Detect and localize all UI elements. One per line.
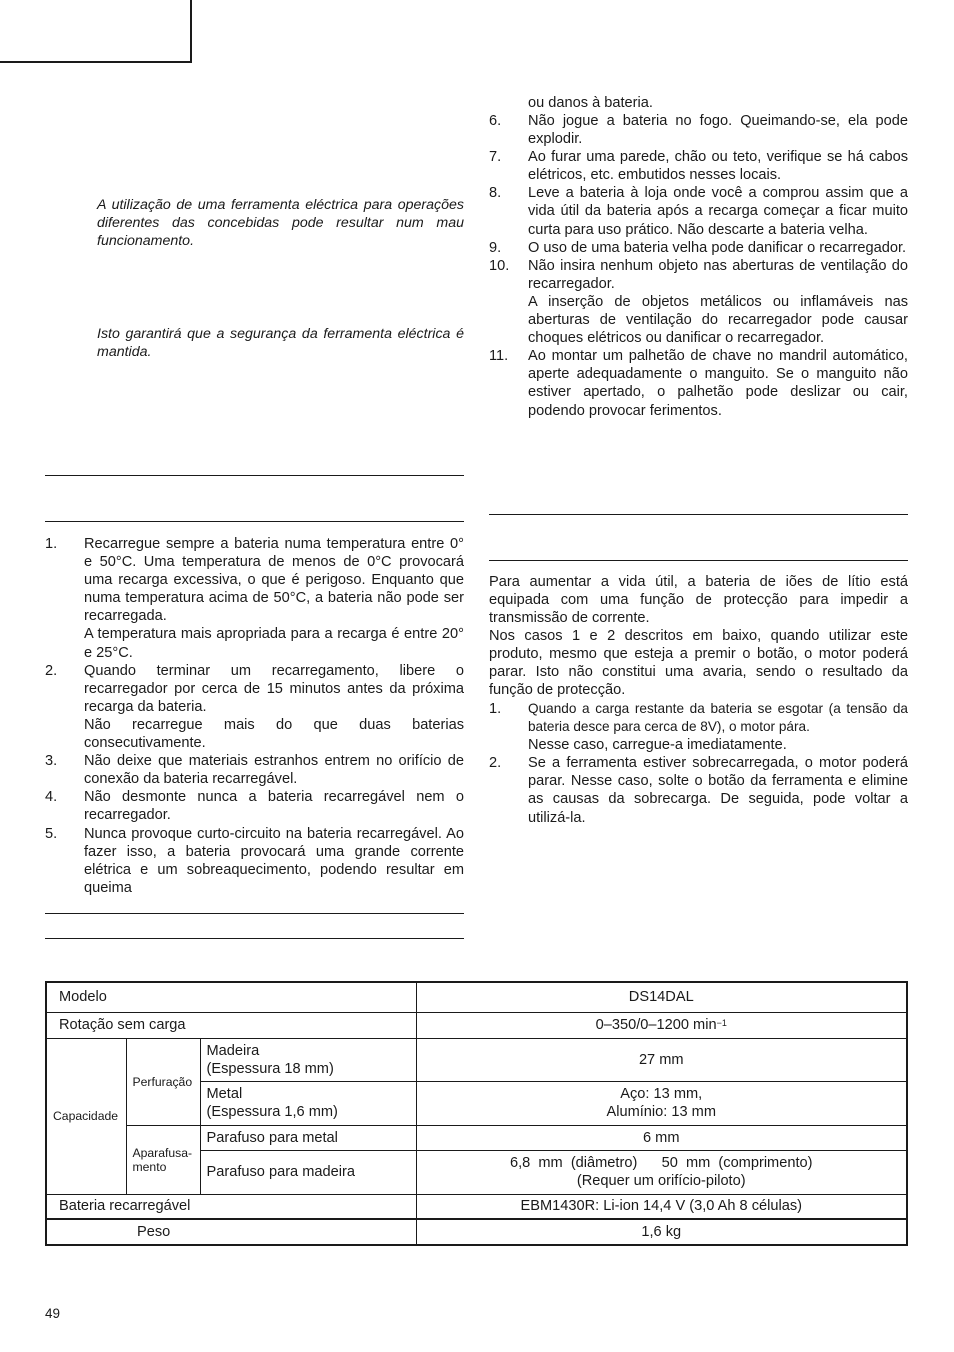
list-text: Se a ferramenta estiver sobrecarregada, o motor poderá parar. Nesse caso, solte o botão da ferramenta e elimine as causas da sobrecarga. De seguida, pode voltar a utilizá-la. bbox=[528, 755, 908, 826]
list-text: Leve a bateria à loja onde você a comprou assim que a vida útil da bateria após a recarga começar a ficar muito curta para uso prático. Não descarte a bateria velha. bbox=[528, 185, 908, 238]
list-number: 8. bbox=[489, 185, 502, 202]
spec-label: Rotação sem carga bbox=[46, 1012, 416, 1038]
spec-value: Aço: 13 mm, Alumínio: 13 mm bbox=[416, 1081, 907, 1125]
list-item bbox=[45, 788, 464, 824]
list-text: Nesse caso, carregue-a imediatamente. bbox=[528, 737, 787, 754]
spec-value: 1,6 kg bbox=[416, 1219, 907, 1245]
table-row bbox=[46, 1125, 907, 1150]
section-rule bbox=[45, 938, 464, 939]
section-rule bbox=[45, 913, 464, 914]
spec-value: 6,8 mm (diâmetro) 50 mm (comprimento) (Requer um orifício-piloto) bbox=[416, 1150, 907, 1194]
list-item bbox=[45, 662, 464, 752]
capacity-label: Capacidade bbox=[46, 1038, 126, 1194]
spec-value: DS14DAL bbox=[416, 982, 907, 1012]
list-number: 1. bbox=[45, 536, 58, 552]
spec-value: EBM1430R: Li-ion 14,4 V (3,0 Ah 8 células) bbox=[416, 1194, 907, 1219]
page-tab-frame bbox=[0, 0, 192, 63]
spec-label: Metal (Espessura 1,6 mm) bbox=[200, 1081, 416, 1125]
list-number: 4. bbox=[45, 789, 58, 806]
list-text: Recarregue sempre a bateria numa temperatura entre 0° e 50°C. Uma temperatura de menos de 0°C provocará uma recarga excessiva, o que é perigoso. Enquanto que numa temperatura acima de 50°C, a bateria não pode ser recarregada. bbox=[84, 536, 464, 625]
protection-intro-2: Nos casos 1 e 2 descritos em baixo, quando utilizar este produto, mesmo que esteja a premir o botão, o motor poderá parar. Isto não constitui uma avaria, sendo o resultado da função de protecção. bbox=[489, 628, 908, 699]
list-text: A inserção de objetos metálicos ou inflamáveis nas aberturas de ventilação do recarregador pode causar choques elétricos ou danificar o recarregador. bbox=[528, 293, 908, 347]
list-text: Ao montar um palhetão de chave no mandril automático, aperte adequadamente o manguito. Se o manguito não estiver apertado, o palhetão pode deslizar ou cair, podendo provocar ferimentos. bbox=[528, 348, 908, 419]
list-item bbox=[45, 825, 464, 897]
list-item bbox=[489, 700, 908, 754]
note-misuse: A utilização de uma ferramenta eléctrica para operações diferentes das concebidas pode resultar num mau funcionamento. bbox=[97, 197, 464, 250]
list-item bbox=[489, 148, 908, 184]
table-row bbox=[46, 1194, 907, 1219]
protection-cases-list bbox=[489, 700, 908, 827]
spec-value: 27 mm bbox=[416, 1038, 907, 1081]
list-number: 2. bbox=[45, 662, 58, 679]
drilling-label: Perfuração bbox=[126, 1038, 200, 1125]
list-text: Não deixe que materiais estranhos entrem no orifício de conexão da bateria recarregável. bbox=[84, 753, 464, 788]
specifications-table bbox=[45, 981, 908, 1246]
list-item bbox=[489, 239, 908, 257]
spec-label: Parafuso para madeira bbox=[200, 1150, 416, 1194]
spec-label: Peso bbox=[46, 1219, 416, 1245]
protection-intro: Para aumentar a vida útil, a bateria de iões de lítio está equipada com uma função de protecção para impedir a transmissão de corrente. bbox=[489, 574, 908, 627]
list-item bbox=[489, 347, 908, 419]
spec-value: 6 mm bbox=[416, 1125, 907, 1150]
list-continuation: ou danos à bateria. bbox=[528, 95, 653, 111]
spec-label: Bateria recarregável bbox=[46, 1194, 416, 1219]
list-text: Não desmonte nunca a bateria recarregável nem o recarregador. bbox=[84, 789, 464, 824]
list-text: Nunca provoque curto-circuito na bateria recarregável. Ao fazer isso, a bateria provocará uma grande corrente elétrica e um sobreaquecimento, podendo resultar em queima bbox=[84, 825, 464, 896]
list-text: O uso de uma bateria velha pode danificar o recarregador. bbox=[528, 239, 907, 256]
list-text: A temperatura mais apropriada para a recarga é entre 20° e 25°C. bbox=[84, 626, 464, 661]
battery-precautions-list-cont bbox=[489, 112, 908, 420]
list-item bbox=[45, 752, 464, 788]
list-number: 2. bbox=[489, 755, 502, 772]
table-row bbox=[46, 1038, 907, 1081]
section-rule bbox=[489, 514, 908, 515]
table-row bbox=[46, 982, 907, 1012]
list-number: 9. bbox=[489, 239, 502, 256]
table-row bbox=[46, 1219, 907, 1245]
list-number: 1. bbox=[489, 701, 502, 717]
list-text: Não jogue a bateria no fogo. Queimando-se, ela pode explodir. bbox=[528, 113, 908, 148]
list-number: 10. bbox=[489, 257, 510, 274]
note-safety: Isto garantirá que a segurança da ferramenta eléctrica é mantida. bbox=[97, 326, 464, 361]
spec-label: Madeira (Espessura 18 mm) bbox=[200, 1038, 416, 1081]
spec-label: Parafuso para metal bbox=[200, 1125, 416, 1150]
page-number: 49 bbox=[45, 1306, 61, 1321]
list-number: 6. bbox=[489, 113, 502, 129]
section-rule bbox=[45, 475, 464, 476]
list-item bbox=[45, 535, 464, 662]
list-number: 5. bbox=[45, 825, 58, 842]
list-item bbox=[489, 112, 908, 148]
screwing-label: Aparafusa- mento bbox=[126, 1125, 200, 1194]
section-rule bbox=[489, 560, 908, 561]
list-item bbox=[489, 257, 908, 347]
list-text: Não insira nenhum objeto nas aberturas de ventilação do recarregador. bbox=[528, 257, 908, 292]
spec-value: 0–350/0–1200 $\min^{-1}$ bbox=[416, 1012, 907, 1038]
battery-precautions-list bbox=[45, 535, 464, 897]
spec-label: Modelo bbox=[46, 982, 416, 1012]
list-text: Ao furar uma parede, chão ou teto, verifique se há cabos elétricos, etc. embutidos nesses locais. bbox=[528, 149, 908, 184]
section-rule bbox=[45, 521, 464, 522]
list-item bbox=[489, 184, 908, 238]
list-number: 3. bbox=[45, 753, 58, 770]
list-text: Quando terminar um recarregamento, libere o recarregador por cerca de 15 minutos antes da próxima recarga da bateria. bbox=[84, 662, 464, 715]
list-text: Quando a carga restante da bateria se esgotar (a tensão da bateria desce para cerca de 8V), o motor pára. bbox=[528, 701, 908, 735]
list-number: 11. bbox=[489, 348, 509, 365]
table-row bbox=[46, 1012, 907, 1038]
list-text: Não recarregue mais do que duas baterias consecutivamente. bbox=[84, 716, 464, 752]
list-number: 7. bbox=[489, 149, 502, 166]
list-item bbox=[489, 754, 908, 826]
